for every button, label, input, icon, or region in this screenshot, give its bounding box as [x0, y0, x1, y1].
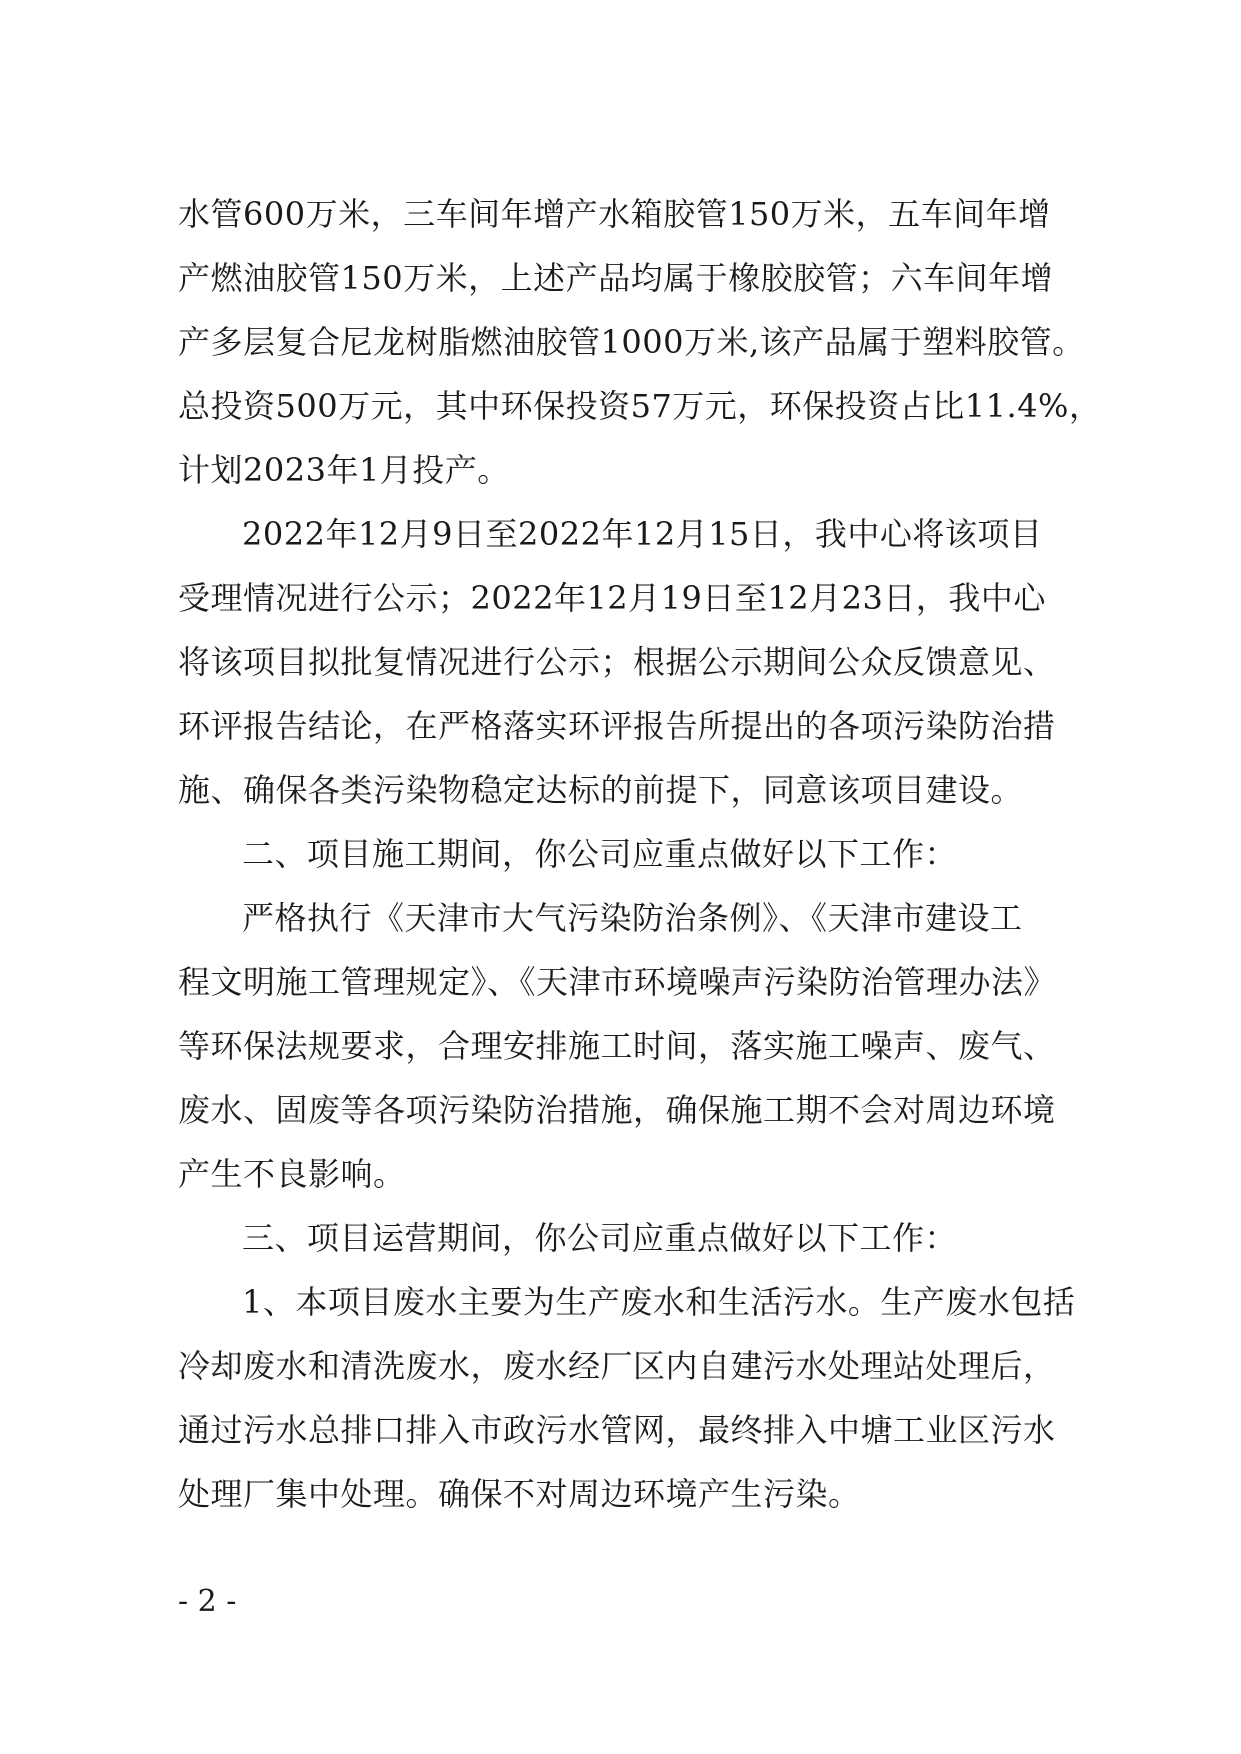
paragraph-start-line: 2022年12月9日至2022年12月15日，我中心将该项目	[242, 515, 1043, 553]
text-line: 处理厂集中处理。确保不对周边环境产生污染。	[178, 1475, 861, 1513]
text-line: 水管600万米，三车间年增产水箱胶管150万米，五车间年增	[178, 195, 1051, 233]
text-line: 冷却废水和清洗废水，废水经厂区内自建污水处理站处理后，	[178, 1347, 1056, 1385]
text-line: 施、确保各类污染物稳定达标的前提下，同意该项目建设。	[178, 771, 1024, 809]
paragraph-start-line: 1、本项目废水主要为生产废水和生活污水。生产废水包括	[242, 1283, 1076, 1321]
text-line: 废水、固废等各项污染防治措施，确保施工期不会对周边环境	[178, 1091, 1056, 1129]
text-line: 等环保法规要求，合理安排施工时间，落实施工噪声、废气、	[178, 1027, 1056, 1065]
text-line: 环评报告结论，在严格落实环评报告所提出的各项污染防治措	[178, 707, 1056, 745]
text-line: 总投资500万元，其中环保投资57万元，环保投资占比11.4%，	[178, 387, 1102, 425]
text-line: 程文明施工管理规定》、《天津市环境噪声污染防治管理办法》	[178, 963, 1057, 1001]
text-line: 通过污水总排口排入市政污水管网，最终排入中塘工业区污水	[178, 1411, 1056, 1449]
text-line: 产燃油胶管150万米，上述产品均属于橡胶胶管；六车间年增	[178, 259, 1054, 297]
text-line: 产生不良影响。	[178, 1155, 406, 1193]
text-line: 计划2023年1月投产。	[178, 451, 510, 489]
text-line: 将该项目拟批复情况进行公示；根据公示期间公众反馈意见、	[178, 643, 1056, 681]
paragraph-start-line: 严格执行《天津市大气污染防治条例》、《天津市建设工	[242, 899, 1023, 937]
page-number: - 2 -	[178, 1584, 237, 1619]
text-line: 受理情况进行公示；2022年12月19日至12月23日，我中心	[178, 579, 1046, 617]
section-heading: 二、项目施工期间，你公司应重点做好以下工作：	[242, 835, 958, 873]
document-body	[178, 182, 1102, 1526]
section-heading: 三、项目运营期间，你公司应重点做好以下工作：	[242, 1219, 958, 1257]
text-line: 产多层复合尼龙树脂燃油胶管1000万米,该产品属于塑料胶管。	[178, 323, 1085, 361]
